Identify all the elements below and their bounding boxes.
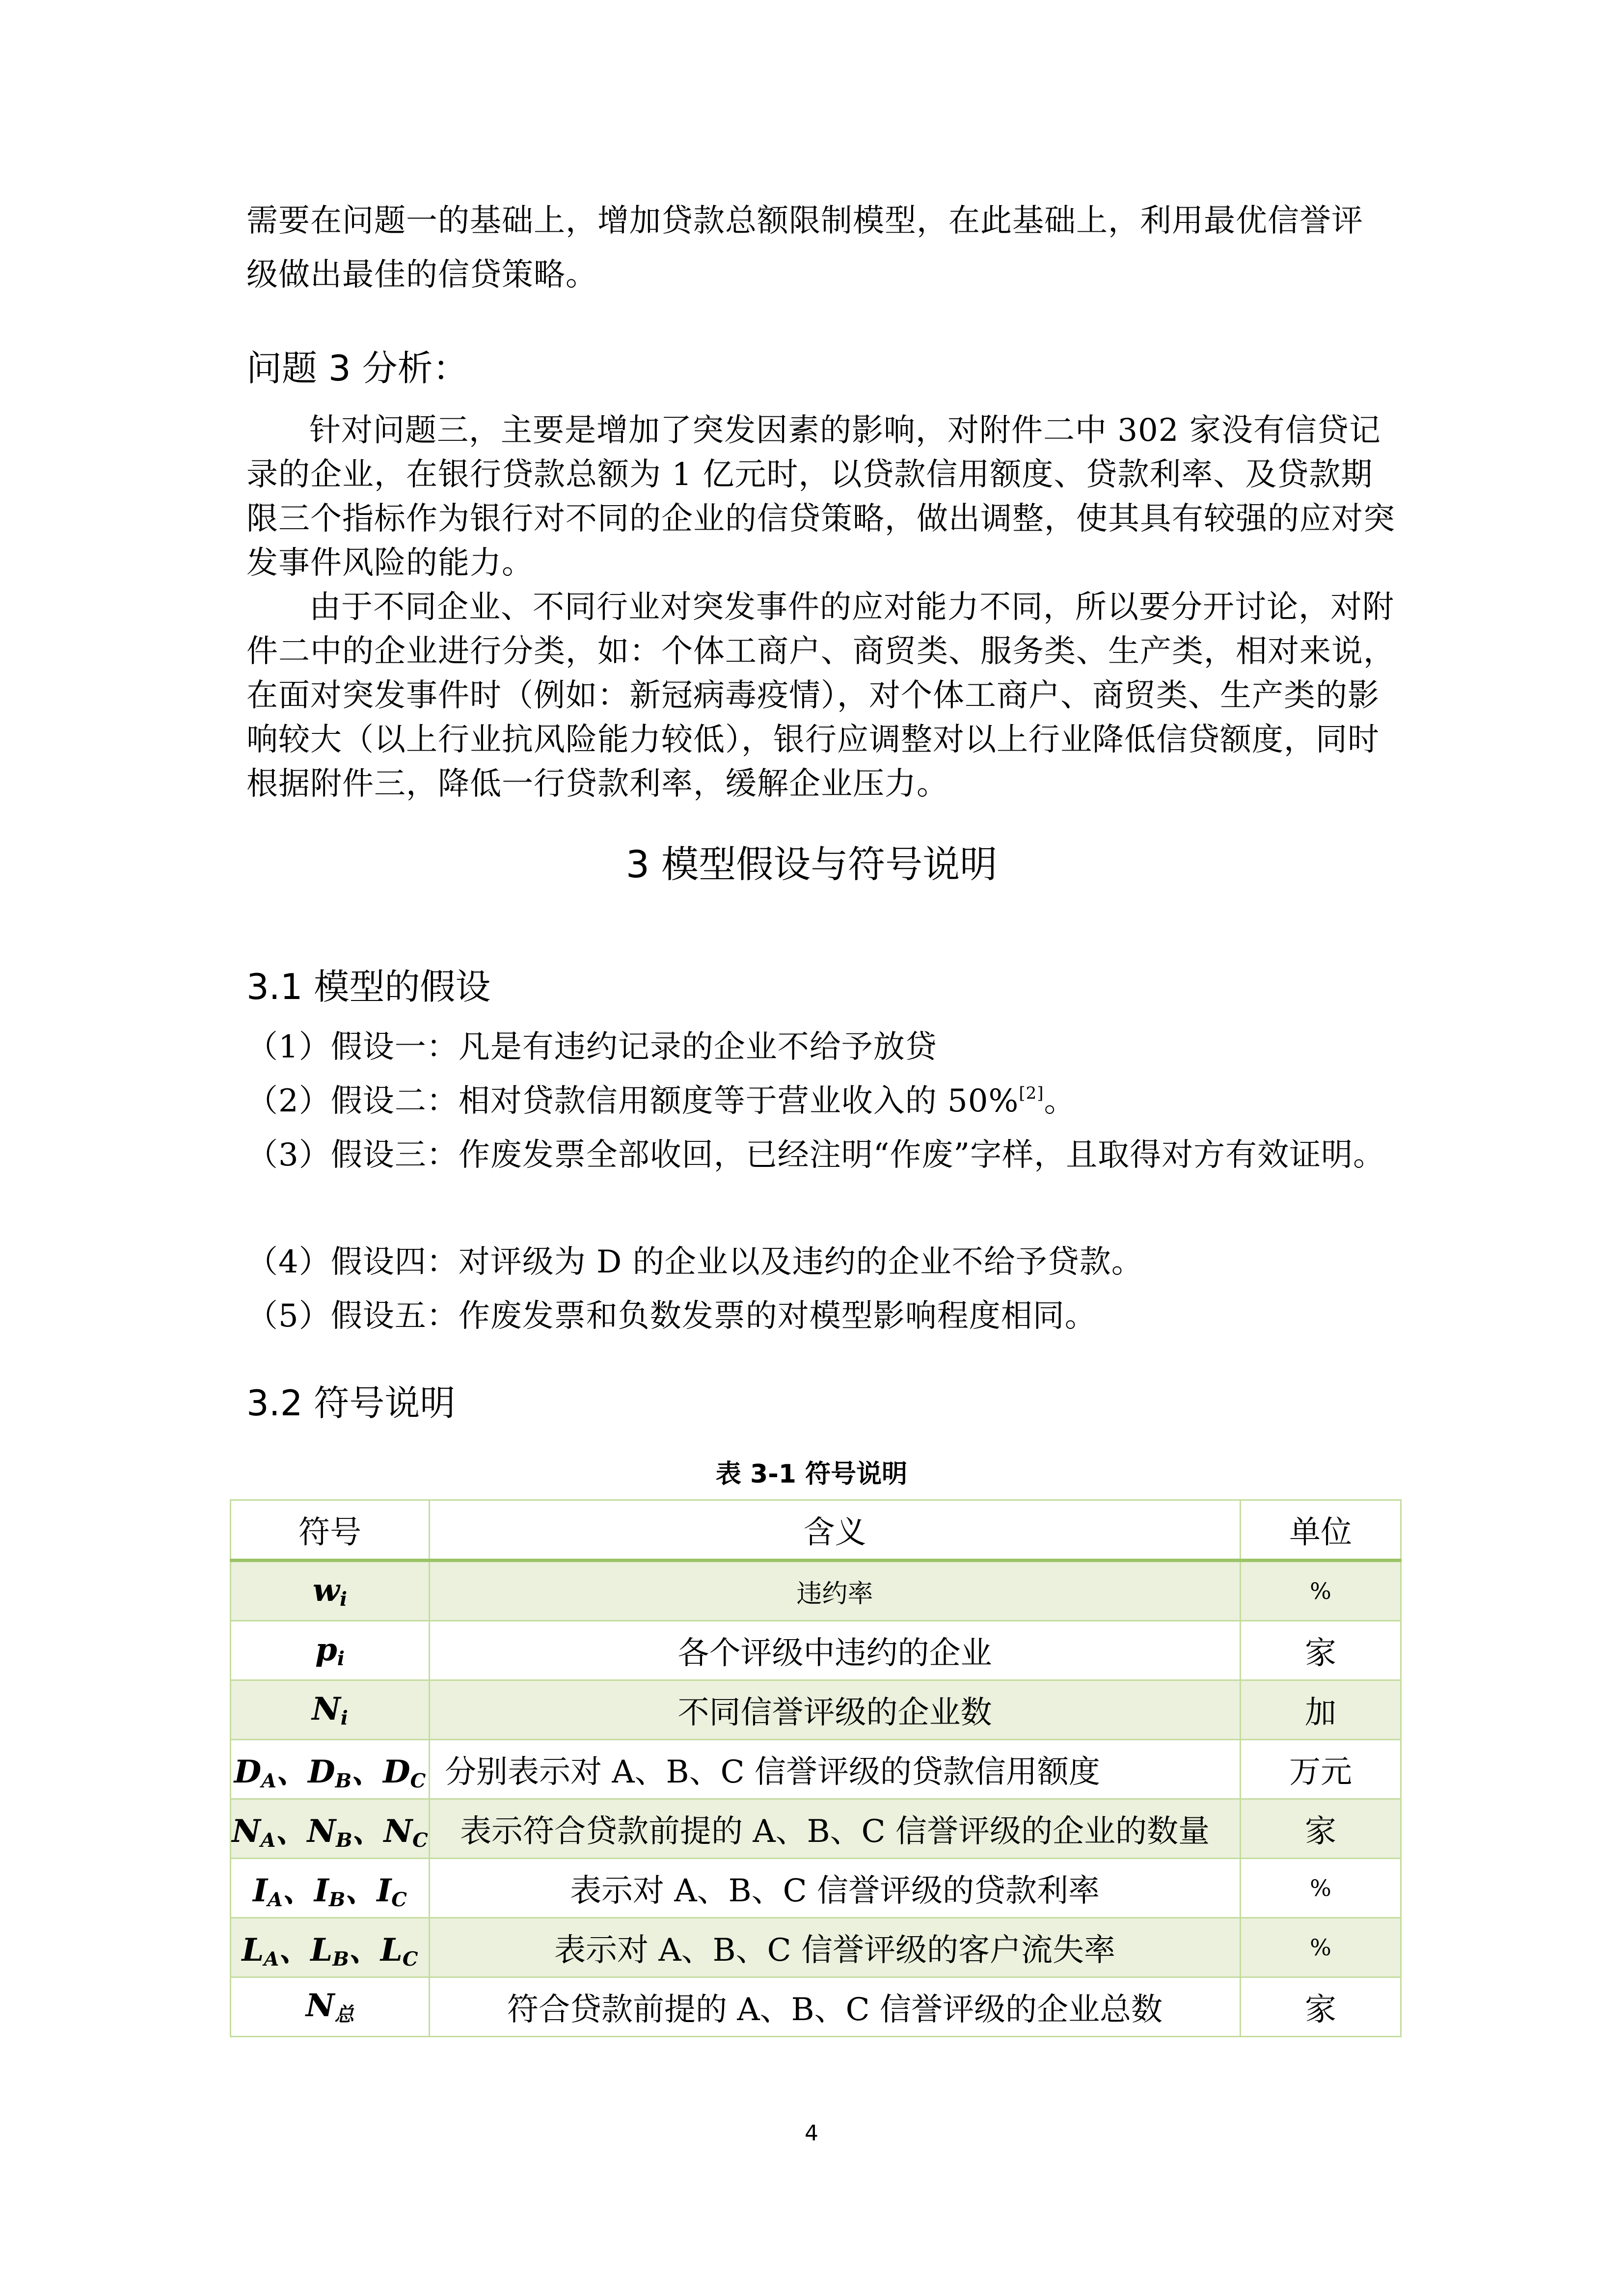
table-row [231, 1740, 1401, 1799]
table-row [231, 1680, 1401, 1740]
intro-line-1: 需要在问题一的基础上，增加贷款总额限制模型，在此基础上，利用最优信誉评 [246, 203, 1363, 239]
table-row [231, 1621, 1401, 1680]
header-unit: 单位 [1241, 1500, 1401, 1561]
section-3-2-title: 3.2 符号说明 [246, 1382, 456, 1424]
unit-cell: 加 [1241, 1680, 1401, 1740]
q3-paragraph-2: 由于不同企业、不同行业对突发事件的应对能力不同，所以要分开讨论，对附件二中的企业进行分类，如：个体工商户、商贸类、服务类、生产类，相对来说，在面对突发事件时（例如：新冠病毒疫情），对个体工商户、商贸类、生产类的影响较大（以上行业抗风险能力较低），银行应调整对以上行业降低信贷额度，同时根据附件三，降低一行贷款利率，缓解企业压力。 [246, 589, 1395, 802]
unit-cell: % [1241, 1561, 1401, 1621]
section-3-title: 3 模型假设与符号说明 [625, 842, 998, 886]
assumption-2: （2）假设二：相对贷款信用额度等于营业收入的 50%[2]。 [246, 1083, 1076, 1119]
meaning-cell: 各个评级中违约的企业 [430, 1621, 1241, 1680]
section-3-1-title: 3.1 模型的假设 [246, 966, 491, 1007]
symbol-cell: IA、IB、IC [231, 1859, 430, 1918]
header-symbol: 符号 [231, 1500, 430, 1561]
symbol-cell: DA、DB、DC [231, 1740, 430, 1799]
table-row [231, 1799, 1401, 1859]
intro-line-2: 级做出最佳的信贷策略。 [246, 257, 597, 293]
meaning-cell: 表示对 A、B、C 信誉评级的贷款利率 [430, 1859, 1241, 1918]
table-row [231, 1918, 1401, 1977]
unit-cell: 家 [1241, 1621, 1401, 1680]
table-row [231, 1977, 1401, 2037]
table-header-row [231, 1500, 1401, 1561]
symbol-table [230, 1499, 1402, 2037]
symbol-cell: NA、NB、NC [231, 1799, 430, 1859]
symbol-cell: LA、LB、LC [231, 1918, 430, 1977]
page-number: 4 [805, 2121, 818, 2146]
symbol-cell: Ni [231, 1680, 430, 1740]
q3-heading: 问题 3 分析： [246, 348, 468, 389]
table-row [231, 1859, 1401, 1918]
meaning-cell: 表示对 A、B、C 信誉评级的客户流失率 [430, 1918, 1241, 1977]
meaning-cell: 符合贷款前提的 A、B、C 信誉评级的企业总数 [430, 1977, 1241, 2037]
q3-paragraph-1: 针对问题三，主要是增加了突发因素的影响，对附件二中 302 家没有信贷记录的企业，在银行贷款总额为 1 亿元时，以贷款信用额度、贷款利率、及贷款期限三个指标作为银行对不同的企业的信贷策略，做出调整，使其具有较强的应对突发事件风险的能力。 [246, 412, 1395, 581]
citation: [2] [1019, 1083, 1044, 1103]
unit-cell: % [1241, 1859, 1401, 1918]
unit-cell: 万元 [1241, 1740, 1401, 1799]
unit-cell: 家 [1241, 1799, 1401, 1859]
symbol-cell: N总 [231, 1977, 430, 2037]
meaning-cell: 不同信誉评级的企业数 [430, 1680, 1241, 1740]
assumption-3: （3）假设三：作废发票全部收回，已经注明“作废”字样，且取得对方有效证明。 [246, 1137, 1385, 1173]
symbol-cell: pi [231, 1621, 430, 1680]
unit-cell: % [1241, 1918, 1401, 1977]
meaning-cell: 分别表示对 A、B、C 信誉评级的贷款信用额度 [430, 1740, 1241, 1799]
header-meaning: 含义 [430, 1500, 1241, 1561]
assumption-4: （4）假设四：对评级为 D 的企业以及违约的企业不给予贷款。 [246, 1244, 1143, 1280]
unit-cell: 家 [1241, 1977, 1401, 2037]
assumption-1: （1）假设一：凡是有违约记录的企业不给予放贷 [246, 1029, 937, 1065]
meaning-cell: 表示符合贷款前提的 A、B、C 信誉评级的企业的数量 [430, 1799, 1241, 1859]
table-caption: 表 3-1 符号说明 [715, 1459, 908, 1489]
meaning-cell: 违约率 [430, 1561, 1241, 1621]
assumption-5: （5）假设五：作废发票和负数发票的对模型影响程度相同。 [246, 1298, 1097, 1334]
table-row [231, 1561, 1401, 1621]
symbol-cell: wi [231, 1561, 430, 1621]
